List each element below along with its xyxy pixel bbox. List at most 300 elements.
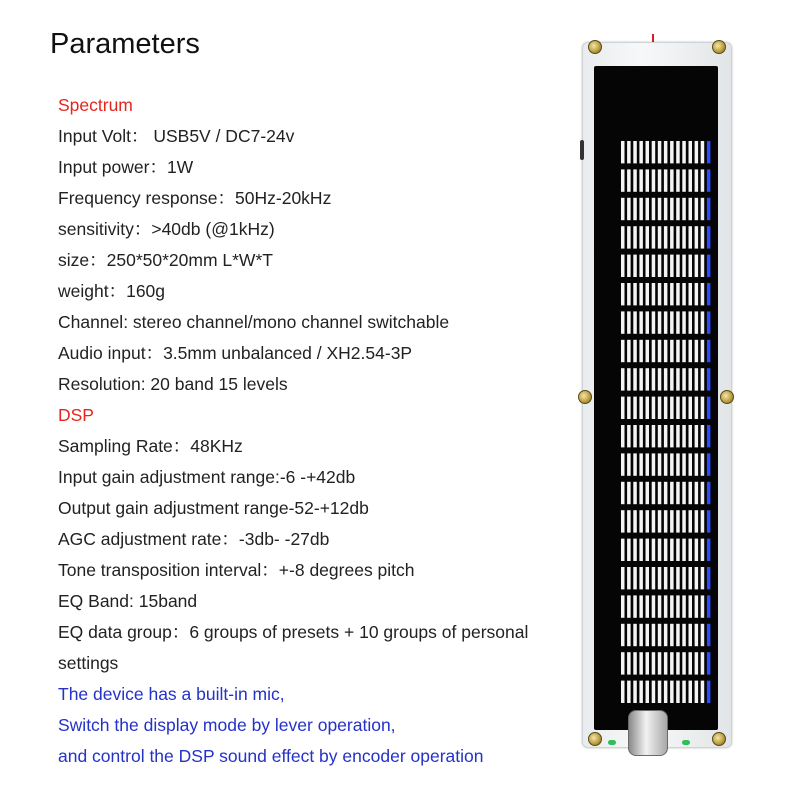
led-segment: [646, 198, 650, 220]
led-segment: [670, 681, 674, 703]
led-segment: [689, 311, 693, 333]
led-segment: [682, 482, 686, 504]
screw-icon: [712, 40, 726, 54]
led-segment: [664, 283, 668, 305]
led-segment: [621, 567, 625, 589]
led-segment: [633, 255, 637, 277]
led-segment: [701, 283, 705, 305]
led-segment: [627, 539, 631, 561]
led-segment: [676, 226, 680, 248]
led-segment: [633, 397, 637, 419]
led-segment: [633, 624, 637, 646]
led-segment: [701, 169, 705, 191]
led-segment: [664, 169, 668, 191]
led-segment: [689, 539, 693, 561]
led-segment: [627, 453, 631, 475]
led-segment: [646, 510, 650, 532]
led-segment: [689, 340, 693, 362]
display-board: [594, 66, 718, 730]
led-segment: [701, 567, 705, 589]
led-segment: [633, 340, 637, 362]
led-segment: [646, 425, 650, 447]
led-segment: [646, 397, 650, 419]
led-segment: [664, 624, 668, 646]
param-sensitivity: sensitivity：>40db (@1kHz): [58, 219, 275, 239]
led-segment: [664, 226, 668, 248]
led-segment: [621, 311, 625, 333]
led-segment: [695, 311, 699, 333]
led-segment: [701, 652, 705, 674]
led-segment: [621, 368, 625, 390]
led-segment: [658, 255, 662, 277]
led-segment: [646, 539, 650, 561]
note-built-in-mic: The device has a built-in mic,: [58, 684, 285, 704]
led-segment: [639, 226, 643, 248]
led-bar-display: [594, 66, 718, 730]
led-segment: [670, 624, 674, 646]
led-segment: [701, 255, 705, 277]
led-segment: [670, 311, 674, 333]
led-segment: [707, 311, 711, 333]
led-segment: [652, 652, 656, 674]
screw-icon: [712, 732, 726, 746]
led-segment: [652, 397, 656, 419]
led-segment: [689, 226, 693, 248]
led-segment: [707, 169, 711, 191]
led-segment: [695, 539, 699, 561]
led-segment: [701, 482, 705, 504]
led-segment: [682, 141, 686, 163]
led-segment: [670, 652, 674, 674]
led-segment: [664, 510, 668, 532]
led-segment: [682, 198, 686, 220]
led-segment: [695, 510, 699, 532]
led-segment: [682, 340, 686, 362]
led-segment: [695, 169, 699, 191]
led-segment: [658, 198, 662, 220]
param-sampling-rate: Sampling Rate：48KHz: [58, 436, 243, 456]
param-input-power: Input power：1W: [58, 157, 194, 177]
led-segment: [707, 141, 711, 163]
led-segment: [633, 453, 637, 475]
led-segment: [689, 681, 693, 703]
led-segment: [670, 453, 674, 475]
led-segment: [639, 510, 643, 532]
led-segment: [682, 255, 686, 277]
led-segment: [664, 425, 668, 447]
led-segment: [695, 652, 699, 674]
led-segment: [633, 595, 637, 617]
led-segment: [689, 255, 693, 277]
led-segment: [646, 368, 650, 390]
led-segment: [652, 453, 656, 475]
led-segment: [652, 510, 656, 532]
led-segment: [658, 141, 662, 163]
led-segment: [707, 595, 711, 617]
screw-icon: [588, 732, 602, 746]
led-segment: [689, 624, 693, 646]
led-segment: [676, 567, 680, 589]
led-segment: [633, 141, 637, 163]
led-segment: [627, 425, 631, 447]
led-segment: [682, 510, 686, 532]
led-segment: [639, 539, 643, 561]
led-segment: [701, 141, 705, 163]
led-segment: [670, 198, 674, 220]
led-segment: [701, 198, 705, 220]
led-segment: [658, 453, 662, 475]
led-segment: [627, 624, 631, 646]
led-segment: [621, 255, 625, 277]
led-segment: [689, 397, 693, 419]
led-segment: [689, 198, 693, 220]
led-segment: [627, 141, 631, 163]
led-segment: [646, 681, 650, 703]
led-segment: [676, 311, 680, 333]
led-segment: [689, 169, 693, 191]
section-heading-dsp: DSP: [58, 405, 94, 425]
led-segment: [652, 198, 656, 220]
led-segment: [682, 539, 686, 561]
led-segment: [695, 624, 699, 646]
led-segment: [701, 539, 705, 561]
led-segment: [633, 539, 637, 561]
led-segment: [707, 624, 711, 646]
led-segment: [658, 311, 662, 333]
led-segment: [695, 226, 699, 248]
led-segment: [676, 255, 680, 277]
led-segment: [639, 198, 643, 220]
led-segment: [633, 283, 637, 305]
param-frequency-response: Frequency response：50Hz-20kHz: [58, 188, 332, 208]
led-segment: [664, 652, 668, 674]
led-segment: [652, 595, 656, 617]
encoder-knob: [628, 710, 668, 756]
section-heading-spectrum: Spectrum: [58, 95, 133, 115]
led-segment: [652, 624, 656, 646]
led-segment: [639, 141, 643, 163]
param-agc-rate: AGC adjustment rate：-3db- -27db: [58, 529, 330, 549]
led-segment: [664, 311, 668, 333]
led-segment: [621, 510, 625, 532]
led-segment: [627, 255, 631, 277]
led-segment: [689, 567, 693, 589]
led-segment: [676, 198, 680, 220]
led-segment: [701, 397, 705, 419]
param-output-gain: Output gain adjustment range-52-+12db: [58, 498, 369, 518]
led-segment: [682, 397, 686, 419]
led-segment: [707, 425, 711, 447]
led-segment: [652, 368, 656, 390]
led-segment: [701, 681, 705, 703]
led-segment: [627, 567, 631, 589]
led-segment: [701, 595, 705, 617]
led-segment: [621, 539, 625, 561]
led-segment: [639, 652, 643, 674]
param-weight: weight：160g: [58, 281, 166, 301]
side-lever: [580, 140, 584, 160]
led-segment: [664, 567, 668, 589]
led-segment: [646, 652, 650, 674]
note-dsp-control: and control the DSP sound effect by encoder operation: [58, 746, 484, 766]
led-segment: [664, 198, 668, 220]
led-segment: [695, 368, 699, 390]
led-segment: [621, 169, 625, 191]
led-segment: [627, 368, 631, 390]
led-segment: [633, 482, 637, 504]
led-segment: [707, 340, 711, 362]
led-segment: [652, 567, 656, 589]
led-segment: [670, 368, 674, 390]
led-segment: [670, 283, 674, 305]
note-display-mode: Switch the display mode by lever operation,: [58, 715, 396, 735]
led-segment: [707, 198, 711, 220]
screw-icon: [578, 390, 592, 404]
led-segment: [664, 368, 668, 390]
led-segment: [664, 340, 668, 362]
led-segment: [695, 425, 699, 447]
led-segment: [627, 482, 631, 504]
led-segment: [689, 141, 693, 163]
led-segment: [676, 340, 680, 362]
led-segment: [646, 169, 650, 191]
led-segment: [639, 169, 643, 191]
led-segment: [652, 340, 656, 362]
led-segment: [701, 624, 705, 646]
led-segment: [621, 141, 625, 163]
led-segment: [670, 595, 674, 617]
led-segment: [633, 198, 637, 220]
led-segment: [670, 226, 674, 248]
led-segment: [689, 595, 693, 617]
led-segment: [676, 169, 680, 191]
led-segment: [701, 311, 705, 333]
led-segment: [664, 681, 668, 703]
led-segment: [652, 141, 656, 163]
led-segment: [646, 141, 650, 163]
led-segment: [658, 283, 662, 305]
led-segment: [707, 652, 711, 674]
led-segment: [707, 283, 711, 305]
param-channel: Channel: stereo channel/mono channel switchable: [58, 312, 450, 332]
led-segment: [689, 368, 693, 390]
led-segment: [639, 425, 643, 447]
led-segment: [707, 681, 711, 703]
led-segment: [627, 652, 631, 674]
led-segment: [670, 255, 674, 277]
led-segment: [682, 595, 686, 617]
led-segment: [707, 226, 711, 248]
led-segment: [658, 595, 662, 617]
spectrum-analyzer-device-image: [578, 34, 736, 754]
led-segment: [682, 425, 686, 447]
led-segment: [676, 595, 680, 617]
led-segment: [682, 311, 686, 333]
led-segment: [646, 567, 650, 589]
led-segment: [627, 311, 631, 333]
page-title: Parameters: [50, 28, 200, 60]
led-segment: [676, 652, 680, 674]
param-resolution: Resolution: 20 band 15 levels: [58, 374, 288, 394]
led-segment: [639, 283, 643, 305]
led-segment: [701, 340, 705, 362]
led-segment: [664, 397, 668, 419]
led-segment: [658, 652, 662, 674]
led-segment: [658, 482, 662, 504]
led-segment: [682, 453, 686, 475]
led-segment: [639, 368, 643, 390]
led-segment: [701, 425, 705, 447]
led-segment: [652, 425, 656, 447]
led-segment: [627, 510, 631, 532]
led-segment: [621, 397, 625, 419]
led-segment: [689, 453, 693, 475]
led-segment: [621, 652, 625, 674]
led-segment: [627, 397, 631, 419]
led-segment: [670, 141, 674, 163]
led-segment: [664, 141, 668, 163]
led-segment: [639, 311, 643, 333]
led-segment: [639, 595, 643, 617]
param-input-volt: Input Volt： USB5V / DC7-24v: [58, 126, 295, 146]
led-segment: [676, 539, 680, 561]
led-segment: [701, 226, 705, 248]
led-segment: [676, 397, 680, 419]
led-segment: [676, 141, 680, 163]
param-audio-input: Audio input：3.5mm unbalanced / XH2.54-3P: [58, 343, 413, 363]
led-segment: [689, 283, 693, 305]
green-led-icon: [682, 740, 690, 745]
led-segment: [639, 340, 643, 362]
led-segment: [707, 567, 711, 589]
led-segment: [676, 681, 680, 703]
led-segment: [695, 141, 699, 163]
led-segment: [695, 567, 699, 589]
led-segment: [707, 255, 711, 277]
led-segment: [670, 340, 674, 362]
led-segment: [658, 169, 662, 191]
led-segment: [633, 226, 637, 248]
led-segment: [676, 425, 680, 447]
led-segment: [646, 283, 650, 305]
led-segment: [689, 510, 693, 532]
led-segment: [670, 397, 674, 419]
led-segment: [676, 510, 680, 532]
led-segment: [621, 340, 625, 362]
led-segment: [695, 340, 699, 362]
led-segment: [658, 425, 662, 447]
led-segment: [695, 255, 699, 277]
led-segment: [707, 510, 711, 532]
led-segment: [658, 226, 662, 248]
led-segment: [707, 539, 711, 561]
led-segment: [682, 368, 686, 390]
led-segment: [664, 539, 668, 561]
led-segment: [633, 510, 637, 532]
led-segment: [670, 539, 674, 561]
led-segment: [676, 453, 680, 475]
led-segment: [627, 226, 631, 248]
led-segment: [633, 368, 637, 390]
led-segment: [670, 169, 674, 191]
led-segment: [664, 453, 668, 475]
led-segment: [701, 453, 705, 475]
led-segment: [639, 624, 643, 646]
led-segment: [695, 482, 699, 504]
parameters-list: [58, 90, 578, 772]
led-segment: [682, 567, 686, 589]
led-segment: [652, 169, 656, 191]
led-segment: [633, 681, 637, 703]
led-segment: [621, 453, 625, 475]
led-segment: [646, 595, 650, 617]
led-segment: [627, 681, 631, 703]
param-input-gain: Input gain adjustment range:-6 -+42db: [58, 467, 356, 487]
led-segment: [695, 283, 699, 305]
led-segment: [639, 397, 643, 419]
led-segment: [658, 681, 662, 703]
led-segment: [639, 681, 643, 703]
led-segment: [621, 425, 625, 447]
param-tone-transposition: Tone transposition interval：+-8 degrees pitch: [58, 560, 415, 580]
param-size: size：250*50*20mm L*W*T: [58, 250, 273, 270]
led-segment: [633, 311, 637, 333]
led-segment: [707, 453, 711, 475]
led-segment: [682, 283, 686, 305]
screw-icon: [588, 40, 602, 54]
param-eq-data-group: EQ data group：6 groups of presets + 10 groups of personal settings: [58, 622, 529, 673]
led-segment: [682, 226, 686, 248]
led-segment: [695, 397, 699, 419]
led-segment: [627, 198, 631, 220]
led-segment: [664, 595, 668, 617]
led-segment: [658, 397, 662, 419]
led-segment: [682, 624, 686, 646]
led-segment: [695, 453, 699, 475]
led-segment: [639, 567, 643, 589]
led-segment: [701, 368, 705, 390]
led-segment: [664, 482, 668, 504]
led-segment: [621, 681, 625, 703]
led-segment: [621, 283, 625, 305]
led-segment: [670, 482, 674, 504]
param-eq-band: EQ Band: 15band: [58, 591, 198, 611]
led-segment: [670, 567, 674, 589]
led-segment: [676, 283, 680, 305]
led-segment: [707, 397, 711, 419]
led-segment: [646, 311, 650, 333]
led-segment: [652, 255, 656, 277]
led-segment: [652, 311, 656, 333]
led-segment: [627, 340, 631, 362]
led-segment: [646, 255, 650, 277]
led-segment: [658, 539, 662, 561]
led-segment: [646, 226, 650, 248]
led-segment: [652, 482, 656, 504]
led-segment: [639, 255, 643, 277]
led-segment: [707, 482, 711, 504]
led-segment: [695, 198, 699, 220]
led-segment: [639, 453, 643, 475]
led-segment: [689, 652, 693, 674]
led-segment: [676, 624, 680, 646]
led-segment: [621, 624, 625, 646]
led-segment: [652, 226, 656, 248]
led-segment: [633, 425, 637, 447]
led-segment: [689, 425, 693, 447]
green-led-icon: [608, 740, 616, 745]
led-segment: [658, 368, 662, 390]
